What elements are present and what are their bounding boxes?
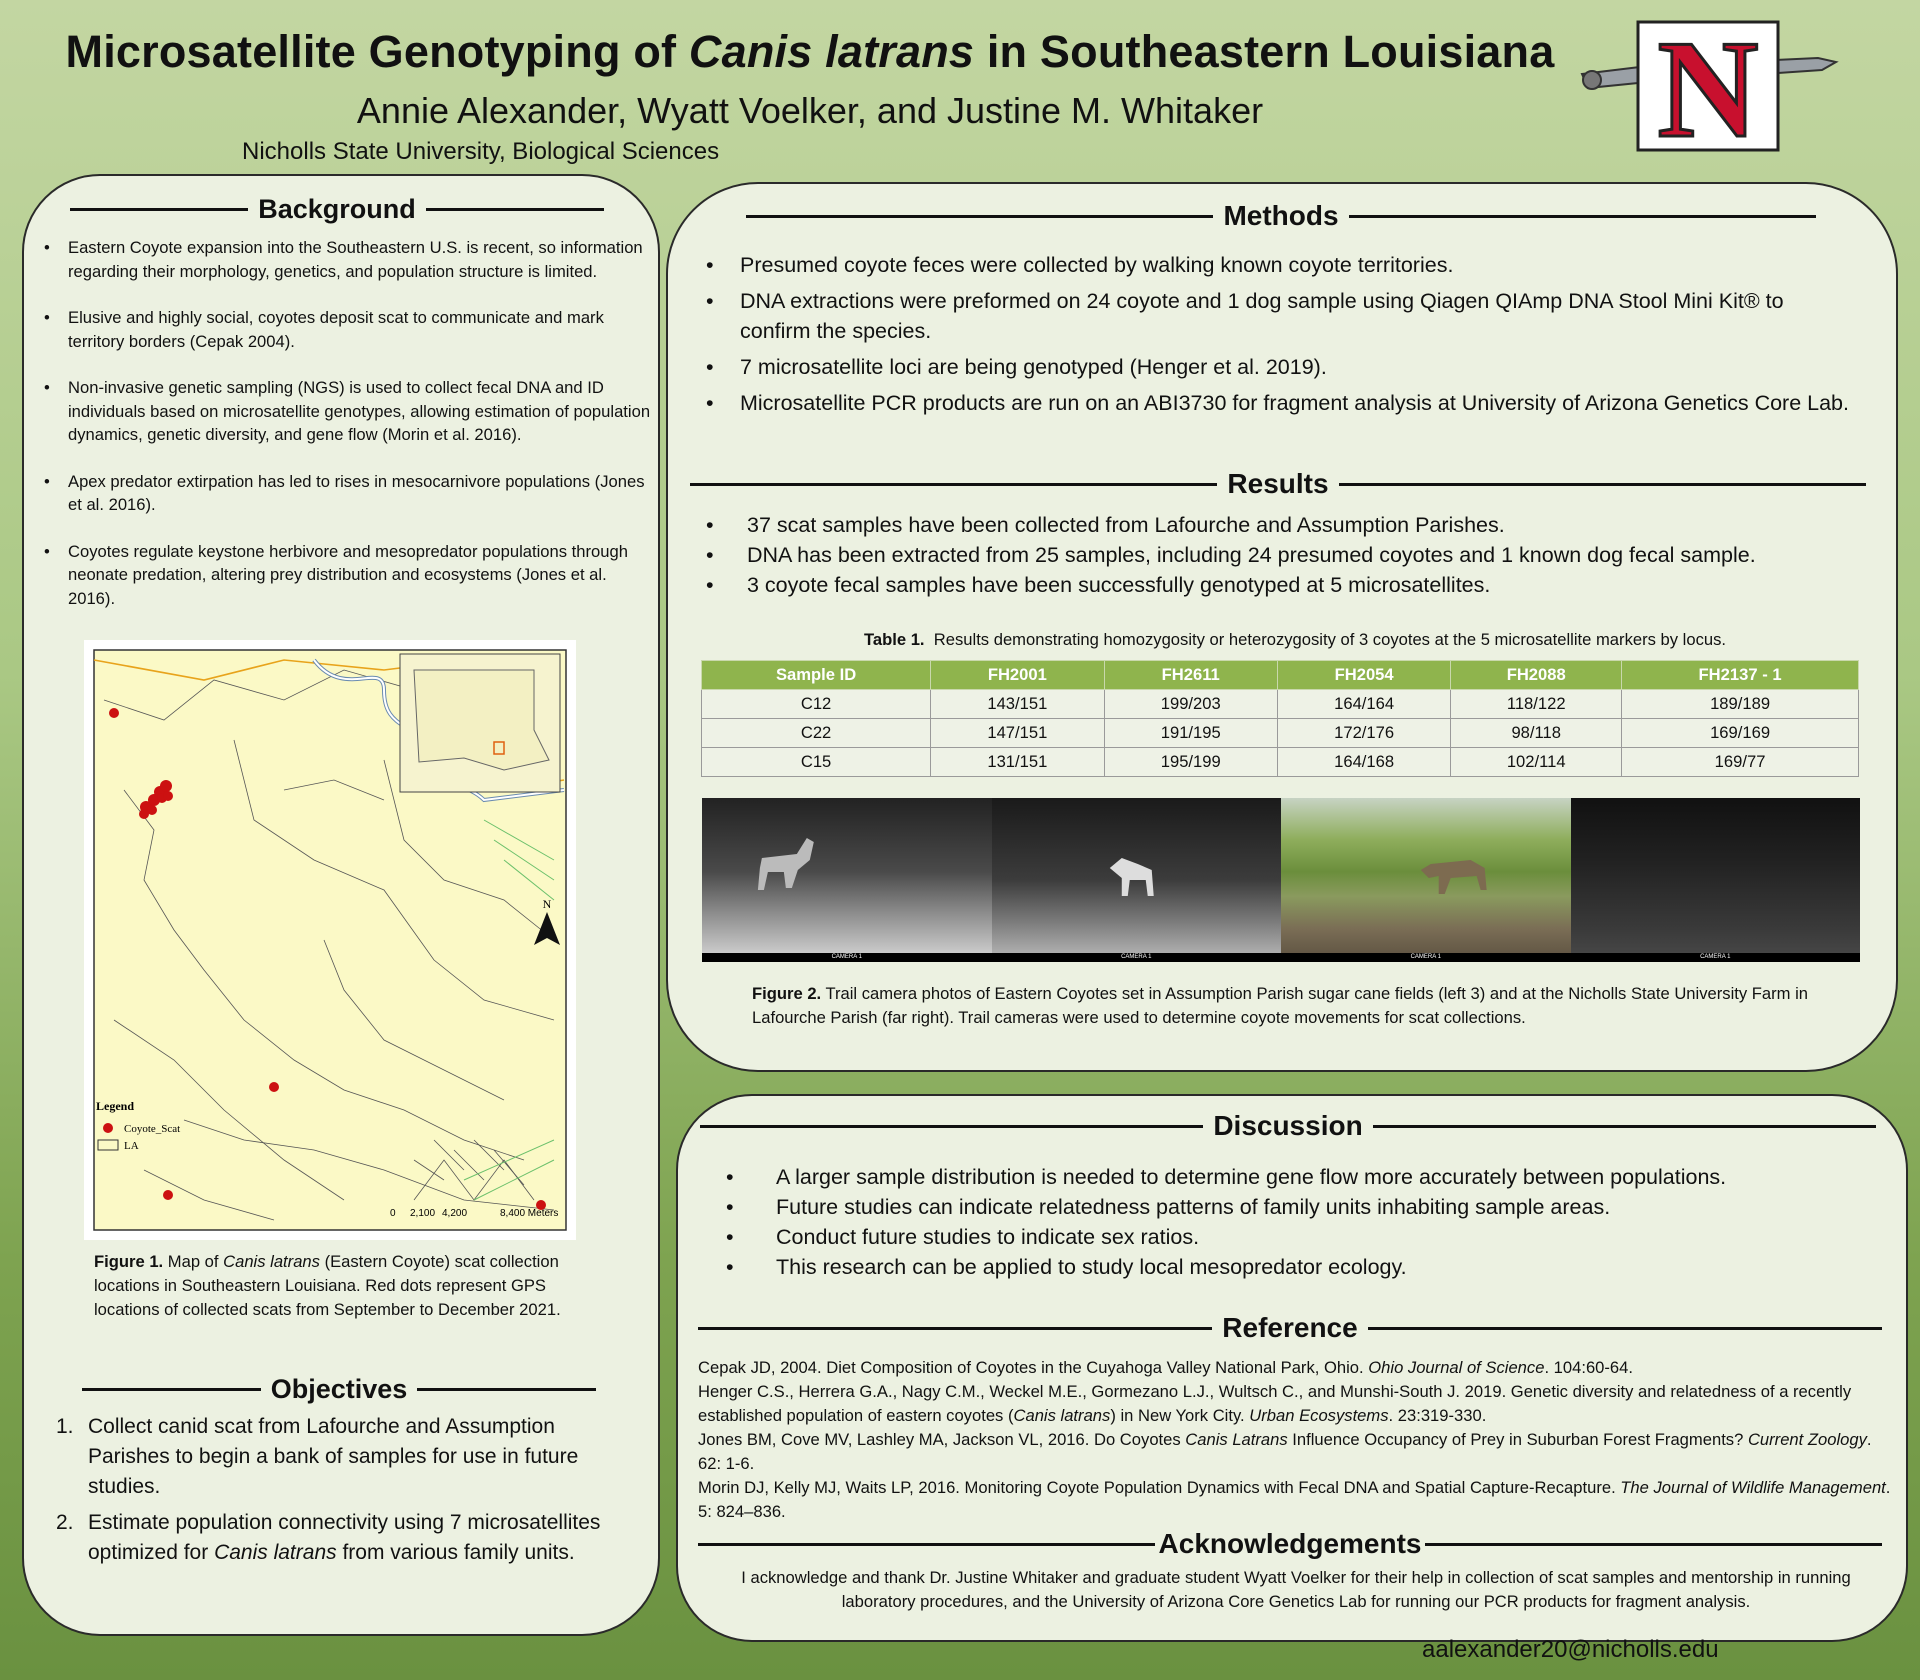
- trail-camera-photos: [702, 798, 1860, 962]
- svg-text:8,400 Meters: 8,400 Meters: [500, 1208, 559, 1219]
- results-heading: Results: [690, 468, 1866, 500]
- table-row: [702, 690, 1859, 719]
- trail-camera-photo: CAMERA 1: [702, 798, 992, 962]
- svg-text:N: N: [542, 897, 552, 911]
- table-header-cell: FH2137 - 1: [1622, 661, 1859, 690]
- table-header-cell: FH2088: [1451, 661, 1622, 690]
- poster-title: Microsatellite Genotyping of Canis latrans in Southeastern Louisiana: [65, 26, 1555, 77]
- acknowledgements-heading: Acknowledgements: [698, 1528, 1882, 1560]
- table-cell: C22: [702, 719, 931, 748]
- discussion-list: [726, 1162, 1876, 1282]
- list-item: • Elusive and highly social, coyotes deposit scat to communicate and mark territory borders (Cepak 2004).: [44, 306, 654, 353]
- genotype-table: [701, 660, 1859, 777]
- table-header-cell: Sample ID: [702, 661, 931, 690]
- list-item: • Future studies can indicate relatedness patterns of family units inhabiting sample areas.: [726, 1192, 1876, 1222]
- contact-email[interactable]: aalexander20@nicholls.edu: [1422, 1636, 1719, 1663]
- svg-text:LA: LA: [124, 1140, 139, 1152]
- objectives-list: [56, 1412, 616, 1574]
- table-cell: 118/122: [1451, 690, 1622, 719]
- reference-item: Morin DJ, Kelly MJ, Waits LP, 2016. Monitoring Coyote Population Dynamics with Fecal DNA and Spatial Capture-Recapture. The Journal of Wildlife Management. 5: 824–836.: [698, 1478, 1891, 1521]
- table-cell: 164/168: [1277, 748, 1450, 777]
- background-list: [44, 236, 654, 633]
- list-item: • Eastern Coyote expansion into the Southeastern U.S. is recent, so information regarding their morphology, genetics, and population structure is limited.: [44, 236, 654, 283]
- svg-text:0: 0: [390, 1208, 396, 1219]
- table-cell: C12: [702, 690, 931, 719]
- svg-text:2,100: 2,100: [410, 1208, 436, 1219]
- reference-heading: Reference: [698, 1312, 1882, 1344]
- table-cell: 98/118: [1451, 719, 1622, 748]
- nicholls-logo: [1578, 18, 1840, 156]
- table-cell: 102/114: [1451, 748, 1622, 777]
- list-item: • DNA extractions were preformed on 24 coyote and 1 dog sample using Qiagen QIAmp DNA Stool Mini Kit® to confirm the species.: [706, 286, 1856, 346]
- list-item: • A larger sample distribution is needed to determine gene flow more accurately between populations.: [726, 1162, 1876, 1192]
- table-row: [702, 719, 1859, 748]
- trail-camera-photo: CAMERA 1: [992, 798, 1282, 962]
- table-cell: 191/195: [1104, 719, 1277, 748]
- list-item: • This research can be applied to study local mesopredator ecology.: [726, 1252, 1876, 1282]
- trail-camera-photo: CAMERA 1: [1571, 798, 1861, 962]
- figure1-caption: Figure 1. Map of Canis latrans (Eastern Coyote) scat collection locations in Southeastern Louisiana. Red dots represent GPS locations of collected scats from September to December 2021.: [94, 1252, 561, 1319]
- list-item: 2. Estimate population connectivity using 7 microsatellites optimized for Canis latrans from various family units.: [56, 1511, 601, 1564]
- background-heading: Background: [70, 194, 604, 225]
- table-cell: 164/164: [1277, 690, 1450, 719]
- objectives-heading: Objectives: [82, 1374, 596, 1405]
- list-item: • Microsatellite PCR products are run on an ABI3730 for fragment analysis at University of Arizona Genetics Core Lab.: [706, 388, 1856, 418]
- table-cell: C15: [702, 748, 931, 777]
- list-item: • Conduct future studies to indicate sex ratios.: [726, 1222, 1876, 1252]
- reference-item: Cepak JD, 2004. Diet Composition of Coyotes in the Cuyahoga Valley National Park, Ohio. Ohio Journal of Science. 104:60-64.: [698, 1358, 1634, 1377]
- list-item: • 7 microsatellite loci are being genotyped (Henger et al. 2019).: [706, 352, 1856, 382]
- table-row: [702, 748, 1859, 777]
- acknowledgements-text: I acknowledge and thank Dr. Justine Whitaker and graduate student Wyatt Voelker for their help in collection of scat samples and mentorship in running laboratory procedures, and the University of Arizona Core Genetics Lab for running our PCR products for fragment analysis.: [741, 1568, 1851, 1611]
- table-cell: 195/199: [1104, 748, 1277, 777]
- scat-location-map: [84, 640, 576, 1240]
- list-item: • DNA has been extracted from 25 samples, including 24 presumed coyotes and 1 known dog fecal sample.: [706, 540, 1856, 570]
- logo-letter: N: [1657, 18, 1759, 156]
- table-cell: 199/203: [1104, 690, 1277, 719]
- table-cell: 147/151: [931, 719, 1104, 748]
- list-item: • 37 scat samples have been collected from Lafourche and Assumption Parishes.: [706, 510, 1856, 540]
- list-item: • 3 coyote fecal samples have been successfully genotyped at 5 microsatellites.: [706, 570, 1856, 600]
- svg-text:4,200: 4,200: [442, 1208, 468, 1219]
- table-cell: 131/151: [931, 748, 1104, 777]
- reference-item: Henger C.S., Herrera G.A., Nagy C.M., Weckel M.E., Gormezano L.J., Wultsch C., and Munshi-South J. 2019. Genetic diversity and relatedness of a recently established population of eastern coyotes (Canis latrans) in New York City. Urban Ecosystems. 23:319-330.: [698, 1382, 1852, 1425]
- svg-text:Coyote_Scat: Coyote_Scat: [124, 1123, 181, 1135]
- table-header-cell: FH2054: [1277, 661, 1450, 690]
- table-cell: 143/151: [931, 690, 1104, 719]
- list-item: 1. Collect canid scat from Lafourche and Assumption Parishes to begin a bank of samples for use in future studies.: [56, 1415, 579, 1498]
- table-cell: 189/189: [1622, 690, 1859, 719]
- methods-list: [706, 250, 1856, 424]
- reference-list: [698, 1356, 1894, 1524]
- table-cell: 169/169: [1622, 719, 1859, 748]
- figure2-caption: Figure 2. Trail camera photos of Eastern Coyotes set in Assumption Parish sugar cane fields (left 3) and at the Nicholls State University Farm in Lafourche Parish (far right). Trail cameras were used to determine coyote movements for scat collections.: [752, 984, 1809, 1027]
- list-item: • Apex predator extirpation has led to rises in mesocarnivore populations (Jones et al. 2016).: [44, 470, 654, 517]
- list-item: • Coyotes regulate keystone herbivore and mesopredator populations through neonate predation, altering prey distribution and ecosystems (Jones et al. 2016).: [44, 540, 654, 611]
- svg-text:Legend: Legend: [96, 1099, 135, 1113]
- list-item: • Presumed coyote feces were collected by walking known coyote territories.: [706, 250, 1856, 280]
- table-cell: 172/176: [1277, 719, 1450, 748]
- table-header-cell: FH2611: [1104, 661, 1277, 690]
- affiliation: Nicholls State University, Biological Sciences: [242, 138, 720, 165]
- trail-camera-photo: CAMERA 1: [1281, 798, 1571, 962]
- table-header-row: [702, 661, 1859, 690]
- table1-caption: Table 1. Results demonstrating homozygosity or heterozygosity of 3 coyotes at the 5 microsatellite markers by locus.: [863, 630, 1727, 649]
- reference-item: Jones BM, Cove MV, Lashley MA, Jackson VL, 2016. Do Coyotes Canis Latrans Influence Occupancy of Prey in Suburban Forest Fragments? Current Zoology. 62: 1-6.: [698, 1430, 1872, 1473]
- methods-heading: Methods: [746, 200, 1816, 232]
- table-header-cell: FH2001: [931, 661, 1104, 690]
- discussion-heading: Discussion: [700, 1110, 1876, 1142]
- list-item: • Non-invasive genetic sampling (NGS) is used to collect fecal DNA and ID individuals based on microsatellite genotypes, allowing estimation of population dynamics, genetic diversity, and gene flow (Morin et al. 2016).: [44, 376, 654, 447]
- results-list: [706, 510, 1856, 600]
- authors: Annie Alexander, Wyatt Voelker, and Justine M. Whitaker: [356, 90, 1264, 131]
- table-cell: 169/77: [1622, 748, 1859, 777]
